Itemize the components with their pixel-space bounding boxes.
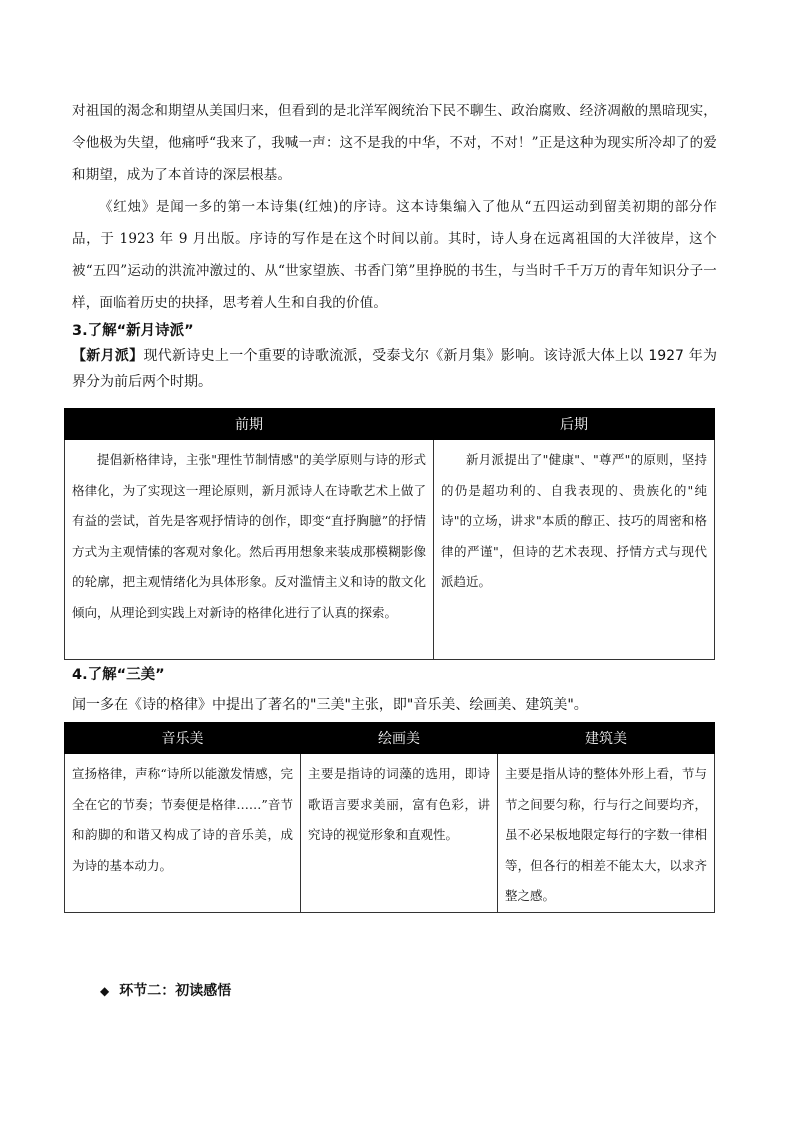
cell-late-period: 新月派提出了"健康"、"尊严"的原则，坚持的仍是超功利的、自我表现的、贵族化的"纯诗"的立场，讲求"本质的醇正、技巧的周密和格律的严谨"，但诗的艺术表现、抒情方式与现代派趋近。 (434, 440, 715, 660)
diamond-bullet-icon: ◆ (100, 984, 110, 998)
three-beauties-intro: 闻一多在《诗的格律》中提出了著名的"三美"主张，即"音乐美、绘画美、建筑美"。 (72, 697, 588, 713)
three-beauties-table (64, 722, 715, 913)
cell-painting-beauty: 主要是指诗的词藻的选用，即诗歌语言要求美丽，富有色彩，讲究诗的视觉形象和直观性。 (301, 754, 498, 913)
crescent-school-term: 【新月派】 (72, 348, 144, 364)
cell-music-beauty: 宣扬格律，声称“诗所以能激发情感，完全在它的节奏；节奏便是格律……”音节和韵脚的和谐又构成了诗的音乐美，成为诗的基本动力。 (65, 754, 301, 913)
crescent-periods-table (64, 408, 715, 660)
paragraph-homecoming: 对祖国的渴念和期望从美国归来，但看到的是北洋军阀统治下民不聊生、政治腐败、经济凋敝的黑暗现实，令他极为失望，他痛呼“我来了，我喊一声：这不是我的中华，不对，不对！”正是这种为现实所冷却了的爱和期望，成为了本首诗的深层根基。 (72, 103, 717, 183)
column-header-painting-beauty: 绘画美 (301, 723, 498, 754)
section-heading-crescent-school: 3.了解“新月诗派” (72, 323, 194, 339)
step-two-label: 环节二：初读感悟 (119, 983, 232, 999)
column-header-early-period: 前期 (65, 409, 434, 440)
column-header-music-beauty: 音乐美 (65, 723, 301, 754)
step-two-heading (100, 980, 231, 1002)
crescent-school-definition: 现代新诗史上一个重要的诗歌流派，受泰戈尔《新月集》影响。该诗派大体上以 1927 年为界分为前后两个时期。 (72, 348, 717, 390)
crescent-school-intro (72, 343, 717, 395)
paragraph-red-candle: 《红烛》是闻一多的第一本诗集(红烛)的序诗。这本诗集编入了他从“五四运动到留美初期的部分作品，于 1923 年 9 月出版。序诗的写作是在这个时间以前。其时，诗人身在远离祖国的大洋彼岸，这个被“五四”运动的洪流冲激过的、从“世家望族、书香门第”里挣脱的书生，与当时千千万万的青年知识分子一样，面临着历史的抉择，思考着人生和自我的价值。 (72, 199, 717, 311)
section-heading-three-beauties: 4.了解“三美” (72, 667, 165, 683)
column-header-architecture-beauty: 建筑美 (498, 723, 715, 754)
column-header-late-period: 后期 (434, 409, 715, 440)
cell-early-period: 提倡新格律诗，主张"理性节制情感"的美学原则与诗的形式格律化，为了实现这一理论原则，新月派诗人在诗歌艺术上做了有益的尝试，首先是客观抒情诗的创作，即变“直抒胸臆”的抒情方式为主观情愫的客观对象化。然后再用想象来装成那模糊影像的轮廓，把主观情绪化为具体形象。反对滥情主义和诗的散文化倾向，从理论到实践上对新诗的格律化进行了认真的探索。 (65, 440, 434, 660)
cell-architecture-beauty: 主要是指从诗的整体外形上看，节与节之间要匀称，行与行之间要均齐，虽不必呆板地限定每行的字数一律相等，但各行的相差不能太大，以求齐整之感。 (498, 754, 715, 913)
